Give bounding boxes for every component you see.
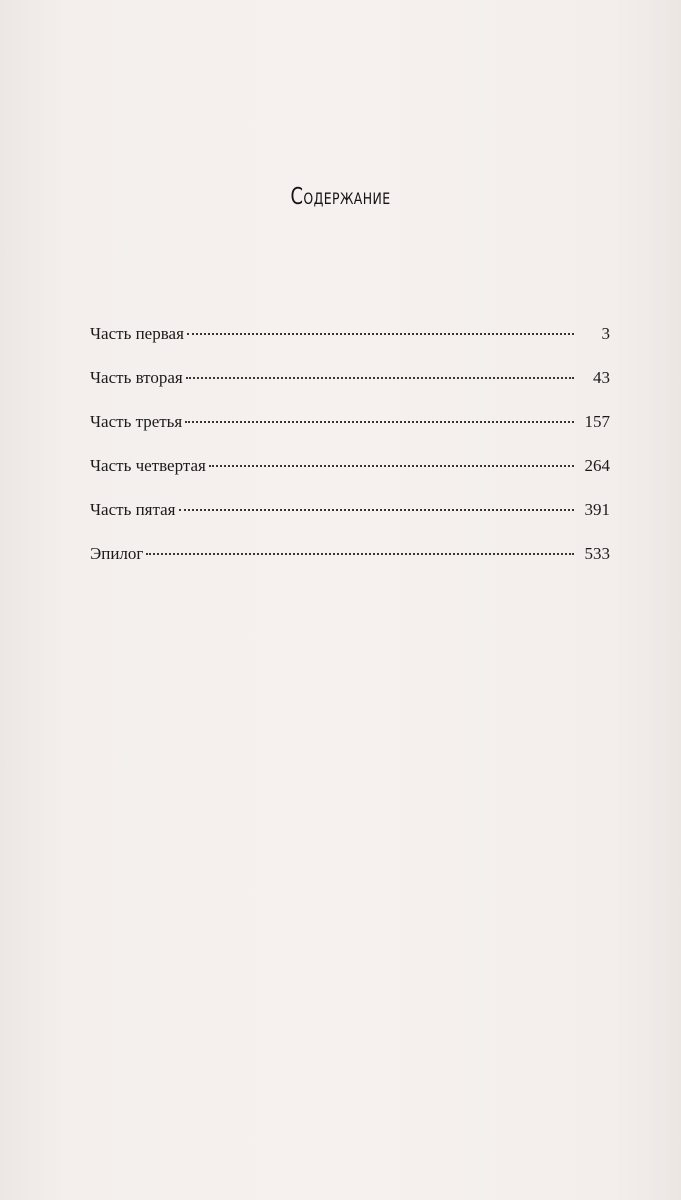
- toc-entry: [90, 456, 610, 500]
- dot-leader: [185, 421, 574, 423]
- dot-leader: [187, 333, 574, 335]
- page-title: Содержание: [290, 184, 391, 210]
- toc-entry-page: 43: [593, 368, 610, 387]
- toc-entry-page: 157: [584, 412, 610, 431]
- toc-entry: [90, 500, 610, 544]
- toc-entry-page: 391: [584, 500, 610, 519]
- toc-entry-page: 264: [584, 456, 610, 475]
- toc-entry: [90, 412, 610, 456]
- toc-entry: [90, 324, 610, 368]
- toc-entry: [90, 368, 610, 412]
- toc-entry-title: Часть пятая: [90, 500, 176, 519]
- toc-entry-page: 3: [601, 324, 610, 343]
- dot-leader: [209, 465, 574, 467]
- toc-entry-title: Эпилог: [90, 544, 144, 563]
- toc-entry-title: Часть вторая: [90, 368, 183, 387]
- toc-entry-title: Часть третья: [90, 412, 183, 431]
- dot-leader: [146, 553, 574, 555]
- dot-leader: [186, 377, 574, 379]
- toc-entry-page: 533: [584, 544, 610, 563]
- toc-entry: [90, 544, 610, 588]
- toc-entry-title: Часть первая: [90, 324, 184, 343]
- toc-entry-title: Часть четвертая: [90, 456, 206, 475]
- table-of-contents: [90, 324, 610, 588]
- dot-leader: [179, 509, 575, 511]
